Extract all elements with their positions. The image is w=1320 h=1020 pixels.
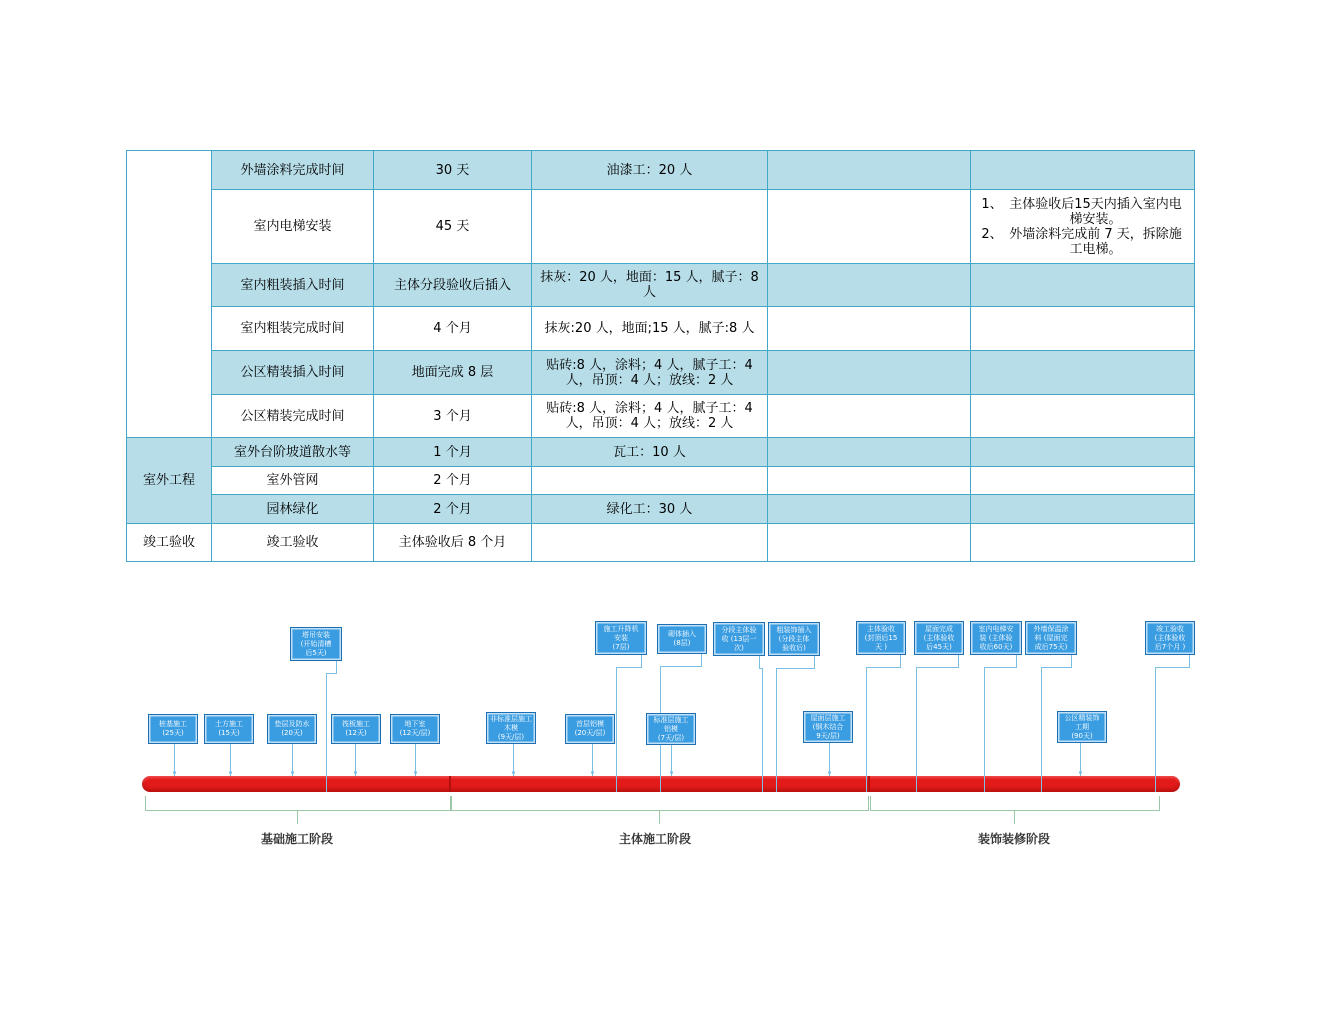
note-text: 主体验收后15天内插入室内电梯安装。 <box>1009 196 1182 227</box>
milestone-box <box>148 714 198 744</box>
milestone-text: 桩基施工 (25天) <box>159 720 187 737</box>
milestone-text: 砌体插入 (8层) <box>668 630 696 647</box>
table-row <box>127 438 1195 467</box>
milestone-dot <box>828 771 831 774</box>
milestone-box <box>914 621 964 655</box>
milestone-connector <box>776 668 777 792</box>
milestone-connector <box>759 656 760 668</box>
milestone-dot <box>173 771 176 774</box>
milestone-text: 公区精装饰 工期 (90天) <box>1064 713 1100 740</box>
milestone-connector <box>1016 655 1017 667</box>
empty-cell <box>971 395 1195 438</box>
milestone-connector <box>1155 667 1156 792</box>
notes-cell <box>971 190 1195 264</box>
milestone-connector <box>866 667 901 668</box>
milestone-connector <box>866 667 867 792</box>
timeline-separator <box>868 776 870 792</box>
milestone-text: 粗装饰插入 (分段主体 验收后) <box>776 625 812 652</box>
milestone-text: 主体验收 (封顶后15 天 ) <box>864 624 898 651</box>
milestone-connector <box>616 667 642 668</box>
empty-cell <box>768 307 971 351</box>
milestone-box <box>1145 621 1195 655</box>
milestone-box <box>1025 621 1077 655</box>
empty-cell <box>971 264 1195 307</box>
milestone-dot <box>512 771 515 774</box>
milestone-box <box>390 714 440 744</box>
empty-cell <box>971 438 1195 467</box>
labor-cell: 贴砖:8 人，涂料；4 人，腻子工：4 人，吊顶：4 人；放线：2 人 <box>532 351 768 395</box>
phase-bracket <box>145 796 451 811</box>
milestone-box <box>713 622 765 656</box>
duration-cell: 30 天 <box>374 151 532 190</box>
empty-cell <box>971 467 1195 495</box>
timeline-separator <box>449 776 451 792</box>
table-row <box>127 467 1195 495</box>
milestone-text: 塔吊安装 (开始清槽 后5天) <box>300 630 332 657</box>
duration-cell: 45 天 <box>374 190 532 264</box>
milestone-connector <box>958 655 959 667</box>
milestone-text: 土方施工 (15天) <box>215 720 243 737</box>
empty-cell <box>971 307 1195 351</box>
milestone-connector <box>900 655 901 667</box>
phase-bracket-tick <box>297 810 298 824</box>
empty-cell <box>768 264 971 307</box>
milestone-dot <box>1079 771 1082 774</box>
empty-cell <box>768 438 971 467</box>
phase-label-foundation: 基础施工阶段 <box>260 832 334 846</box>
table-row <box>127 264 1195 307</box>
empty-cell <box>971 351 1195 395</box>
item-cell: 室内粗装插入时间 <box>212 264 374 307</box>
empty-cell <box>768 151 971 190</box>
milestone-connector <box>776 668 815 669</box>
empty-cell <box>768 467 971 495</box>
milestone-text: 施工升降机 安装 (7层) <box>603 624 639 651</box>
milestone-connector <box>336 661 337 673</box>
milestone-box <box>646 713 696 745</box>
milestone-connector <box>326 673 337 674</box>
table-row <box>127 395 1195 438</box>
milestone-dot <box>291 771 294 774</box>
milestone-box <box>856 621 906 655</box>
milestone-connector <box>1071 655 1072 667</box>
category-cell-interior <box>127 151 212 438</box>
labor-cell <box>532 524 768 562</box>
labor-cell <box>532 467 768 495</box>
labor-cell: 绿化工：30 人 <box>532 495 768 524</box>
milestone-connector <box>916 667 959 668</box>
category-cell-outdoor: 室外工程 <box>127 438 212 524</box>
note-number: 1、 <box>981 196 1003 212</box>
note-line <box>979 197 1186 227</box>
empty-cell <box>971 495 1195 524</box>
duration-cell: 1 个月 <box>374 438 532 467</box>
labor-cell: 油漆工：20 人 <box>532 151 768 190</box>
table-row <box>127 190 1195 264</box>
milestone-connector <box>1041 667 1072 668</box>
milestone-text: 竣工验收 (主体验收 后7个月 ) <box>1154 624 1186 651</box>
labor-cell: 抹灰:20 人，地面;15 人，腻子:8 人 <box>532 307 768 351</box>
duration-cell: 2 个月 <box>374 467 532 495</box>
item-cell: 室内粗装完成时间 <box>212 307 374 351</box>
milestone-box <box>595 621 647 655</box>
empty-cell <box>768 524 971 562</box>
milestone-box <box>290 627 342 661</box>
item-cell: 室内电梯安装 <box>212 190 374 264</box>
milestone-text: 标准层施工 铝模 (7天/层) <box>653 715 689 742</box>
milestone-connector <box>814 656 815 668</box>
empty-cell <box>768 351 971 395</box>
milestone-box <box>970 621 1022 655</box>
milestone-connector <box>916 667 917 792</box>
phase-label-structure: 主体施工阶段 <box>618 832 692 846</box>
duration-cell: 主体验收后 8 个月 <box>374 524 532 562</box>
table-row <box>127 351 1195 395</box>
milestone-connector <box>660 666 702 667</box>
milestone-box <box>204 714 254 744</box>
empty-cell <box>971 524 1195 562</box>
milestone-connector <box>1155 667 1190 668</box>
empty-cell <box>768 190 971 264</box>
duration-cell: 地面完成 8 层 <box>374 351 532 395</box>
milestone-connector <box>616 667 617 792</box>
item-cell: 室外管网 <box>212 467 374 495</box>
milestone-connector <box>984 667 985 792</box>
item-cell: 园林绿化 <box>212 495 374 524</box>
empty-cell <box>768 495 971 524</box>
labor-cell: 抹灰：20 人，地面：15 人，腻子：8 人 <box>532 264 768 307</box>
duration-cell: 3 个月 <box>374 395 532 438</box>
milestone-dot <box>354 771 357 774</box>
milestone-box <box>657 624 707 654</box>
notes-cell <box>971 151 1195 190</box>
milestone-dot <box>229 771 232 774</box>
milestone-text: 地下室 (12天/层) <box>399 720 431 737</box>
item-cell: 公区精装插入时间 <box>212 351 374 395</box>
phase-bracket-tick <box>1014 810 1015 824</box>
milestone-text: 筏板施工 (12天) <box>342 720 370 737</box>
table-row <box>127 307 1195 351</box>
item-cell: 室外台阶坡道散水等 <box>212 438 374 467</box>
milestone-box <box>331 714 381 744</box>
phase-bracket-tick <box>659 810 660 824</box>
phase-bracket <box>870 796 1160 811</box>
milestone-connector <box>701 654 702 666</box>
milestone-box <box>565 714 615 744</box>
milestone-box <box>768 622 820 656</box>
milestone-connector <box>1189 655 1190 667</box>
item-cell: 竣工验收 <box>212 524 374 562</box>
duration-cell: 主体分段验收后插入 <box>374 264 532 307</box>
milestone-connector <box>762 668 763 792</box>
milestone-connector <box>984 667 1017 668</box>
note-line <box>979 227 1186 257</box>
milestone-text: 屋面层施工 (钢木结合 9天/层) <box>810 713 846 740</box>
labor-cell <box>532 190 768 264</box>
milestone-box <box>803 711 853 743</box>
milestone-dot <box>670 771 673 774</box>
milestone-text: 室内电梯安 装 (主体验 收后60天) <box>978 624 1014 651</box>
milestone-connector <box>326 673 327 792</box>
table-row <box>127 151 1195 190</box>
schedule-table <box>126 150 1195 562</box>
milestone-text: 分段主体验 收 (13层一 次) <box>721 625 757 652</box>
duration-cell: 4 个月 <box>374 307 532 351</box>
table-row <box>127 495 1195 524</box>
milestone-text: 屋面完成 (主体验收 后45天) <box>923 624 955 651</box>
milestone-box <box>486 712 536 744</box>
milestone-text: 垫层及防水 (20天) <box>274 720 310 737</box>
milestone-text: 首层铝模 (20天/层) <box>574 720 606 737</box>
table-row <box>127 524 1195 562</box>
milestone-text: 外墙保温涂 料 (屋面完 成后75天) <box>1033 624 1069 651</box>
category-cell-acceptance: 竣工验收 <box>127 524 212 562</box>
milestone-dot <box>414 771 417 774</box>
note-text: 外墙涂料完成前 7 天，拆除施工电梯。 <box>1009 226 1182 257</box>
labor-cell: 贴砖:8 人，涂料；4 人，腻子工：4 人，吊顶：4 人；放线：2 人 <box>532 395 768 438</box>
item-cell: 公区精装完成时间 <box>212 395 374 438</box>
note-number: 2、 <box>981 226 1003 242</box>
phase-bracket <box>451 796 869 811</box>
empty-cell <box>768 395 971 438</box>
timeline-bar <box>142 776 1180 792</box>
duration-cell: 2 个月 <box>374 495 532 524</box>
milestone-connector <box>641 655 642 667</box>
milestone-dot <box>591 771 594 774</box>
labor-cell: 瓦工：10 人 <box>532 438 768 467</box>
phase-label-decoration: 装饰装修阶段 <box>977 832 1051 846</box>
milestone-text: 非标准层施工 木模 (9天/层) <box>490 714 532 741</box>
item-cell: 外墙涂料完成时间 <box>212 151 374 190</box>
milestone-connector <box>1041 667 1042 792</box>
milestone-box <box>1057 711 1107 743</box>
milestone-box <box>267 714 317 744</box>
